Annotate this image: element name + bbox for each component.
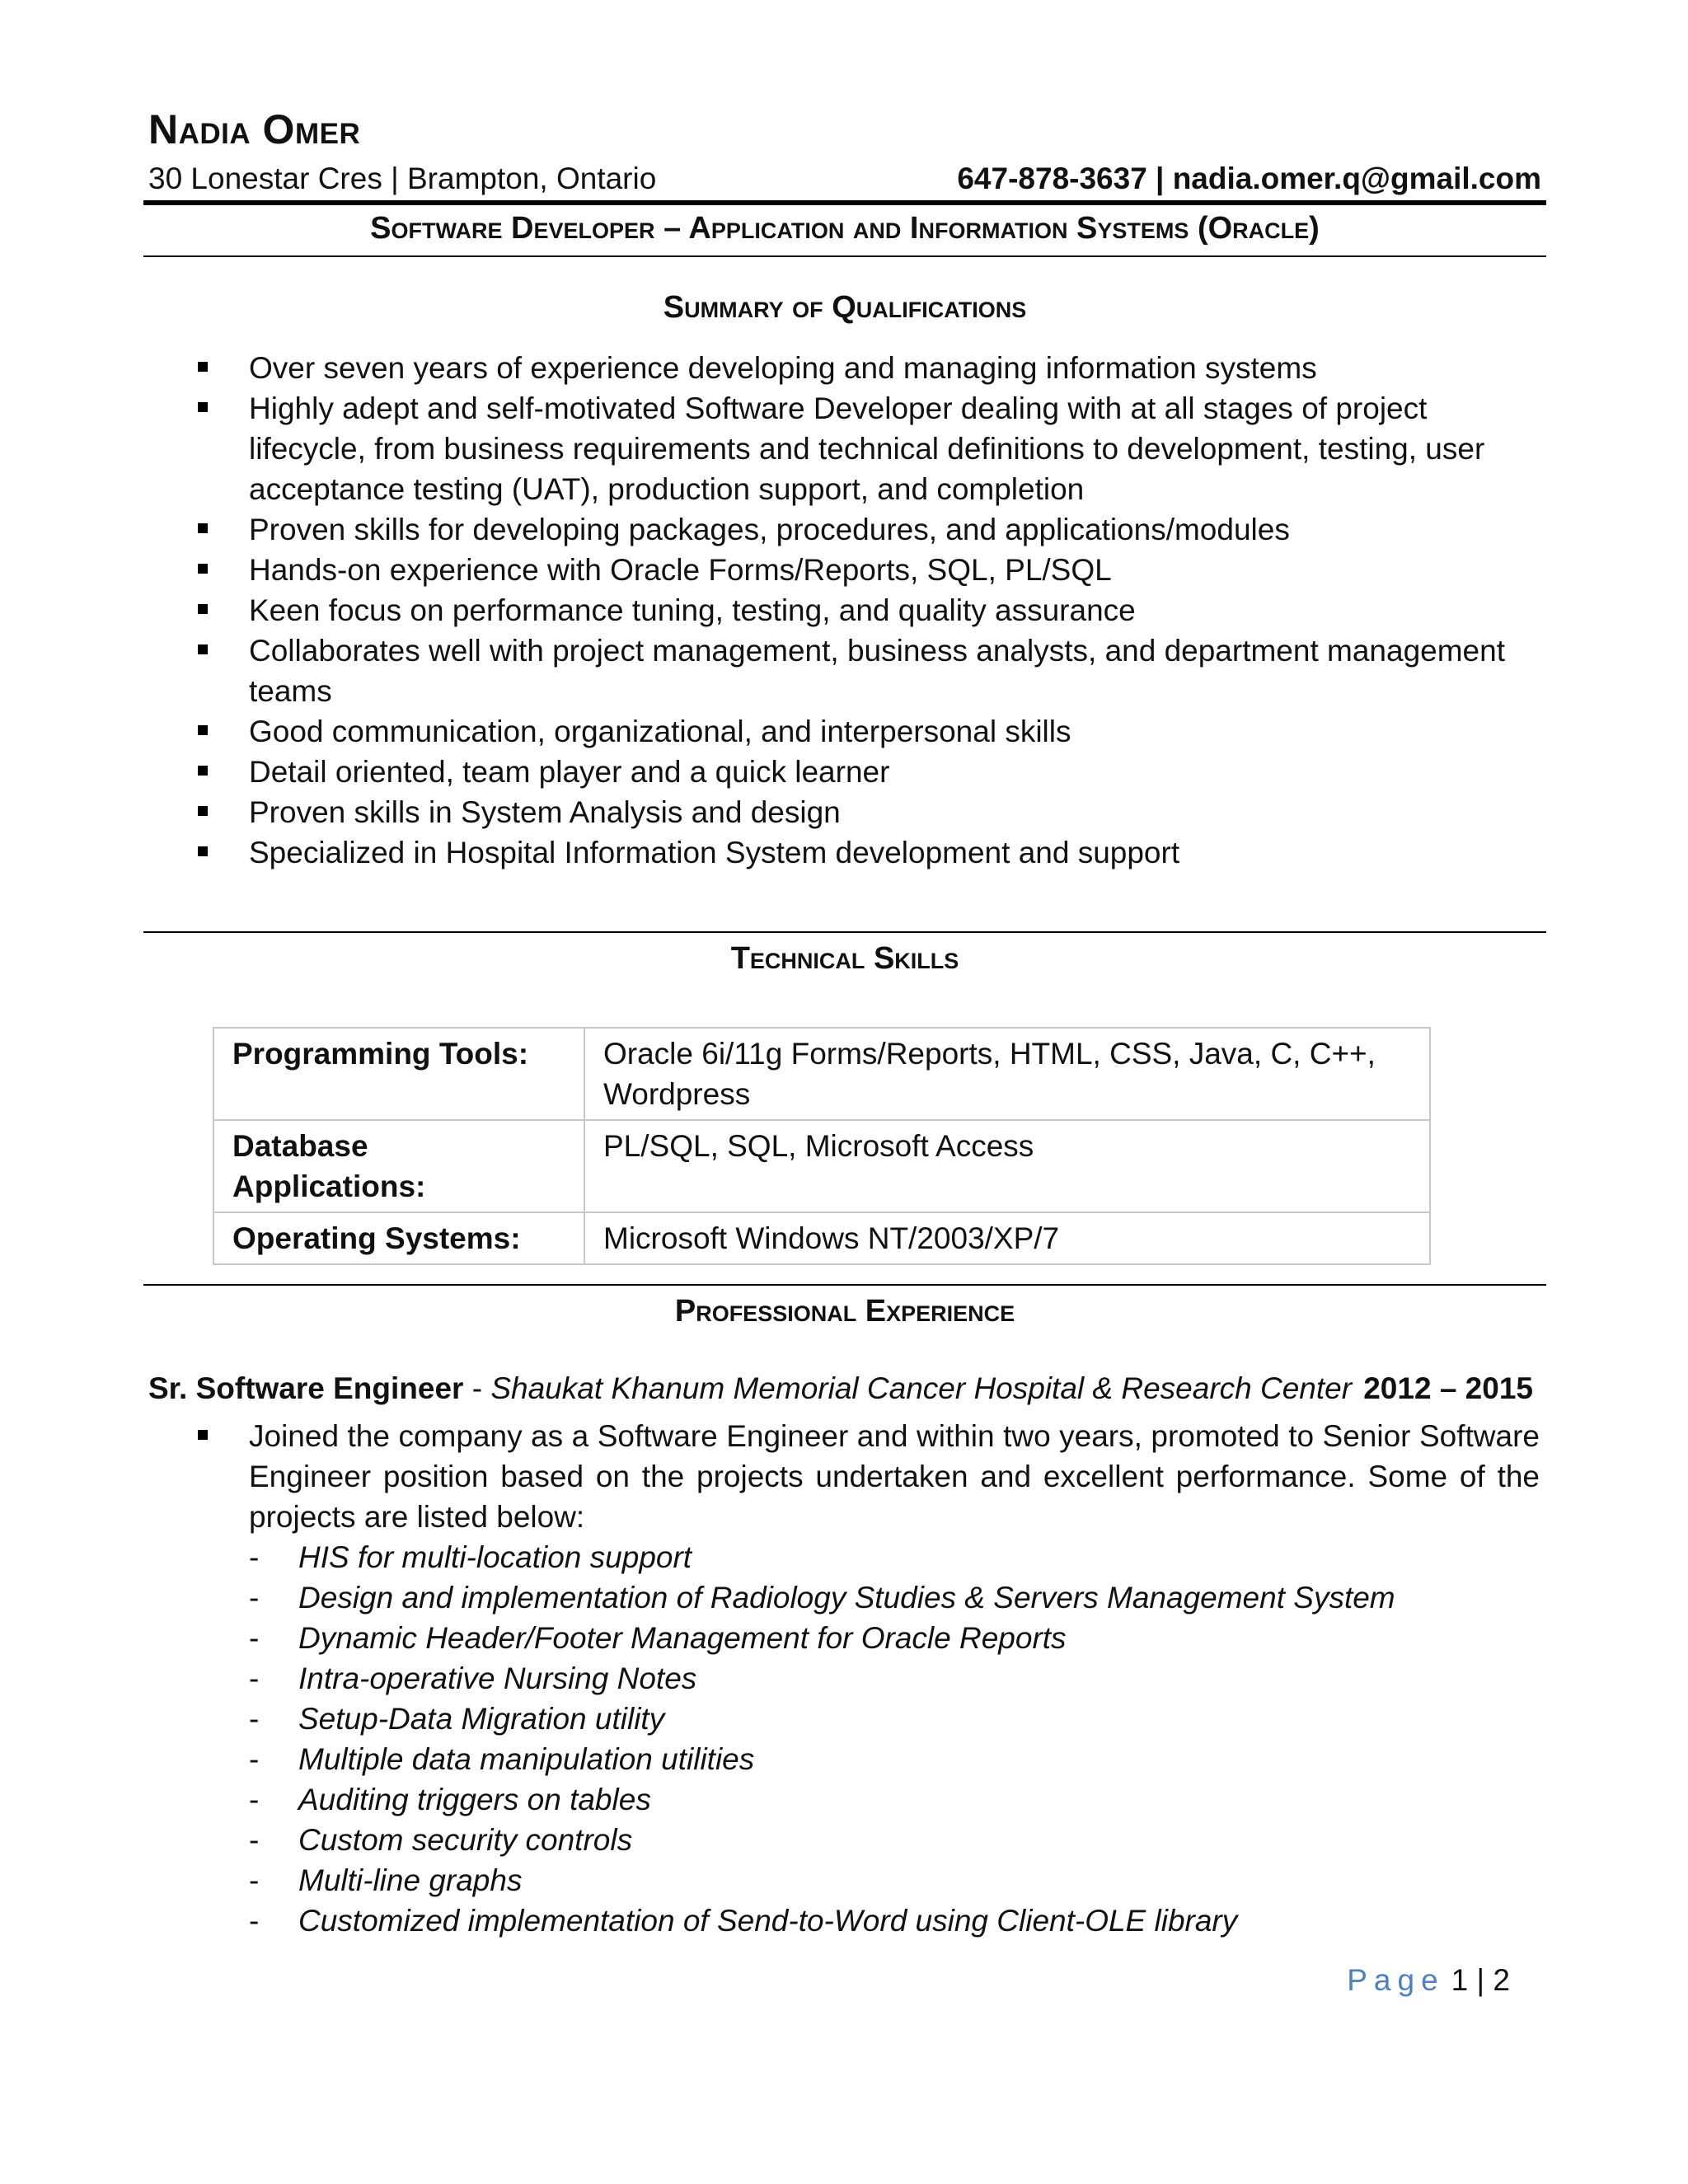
header-rule — [143, 200, 1546, 205]
project-item: - Setup-Data Migration utility — [249, 1699, 1540, 1739]
summary-item: Proven skills for developing packages, procedures, and applications/modules — [198, 509, 1550, 550]
current-page: 1 — [1451, 1963, 1469, 1997]
project-item: - Custom security controls — [249, 1820, 1540, 1860]
skills-row — [213, 1028, 1430, 1120]
project-item: - Dynamic Header/Footer Management for Oracle Reports — [249, 1618, 1540, 1658]
skills-rule — [143, 931, 1546, 933]
project-list — [198, 1537, 1540, 1941]
summary-item: Highly adept and self-motivated Software Developer dealing with at all stages of project lifecycle, from business requirements and technical definitions to development, testing, user acceptance testing (UAT), production support, and completion — [198, 388, 1550, 509]
address: 30 Lonestar Cres | Brampton, Ontario — [148, 162, 657, 195]
summary-list — [198, 348, 1550, 873]
skills-heading: Technical Skills — [730, 941, 959, 976]
summary-item: Specialized in Hospital Information System development and support — [198, 832, 1550, 873]
candidate-name: Nadia Omer — [148, 106, 361, 152]
skills-table — [213, 1027, 1431, 1265]
job-separator: - — [463, 1371, 491, 1405]
page-label: Page — [1347, 1963, 1445, 1997]
project-item: - HIS for multi-location support — [249, 1537, 1540, 1577]
skill-label: Operating Systems: — [213, 1212, 584, 1264]
project-item: - Multiple data manipulation utilities — [249, 1739, 1540, 1779]
skill-label: Database Applications: — [213, 1120, 584, 1212]
project-item: - Customized implementation of Send-to-Word using Client-OLE library — [249, 1900, 1540, 1941]
skill-label: Programming Tools: — [213, 1028, 584, 1120]
job-organization: Shaukat Khanum Memorial Cancer Hospital & Research Center — [490, 1371, 1353, 1405]
summary-item: Over seven years of experience developing and managing information systems — [198, 348, 1550, 388]
summary-item: Keen focus on performance tuning, testing, and quality assurance — [198, 590, 1550, 630]
experience-heading: Professional Experience — [674, 1294, 1015, 1329]
project-item: - Intra-operative Nursing Notes — [249, 1658, 1540, 1699]
summary-item: Detail oriented, team player and a quick learner — [198, 752, 1550, 792]
job-title: Sr. Software Engineer — [148, 1371, 464, 1405]
skills-row — [213, 1212, 1430, 1264]
summary-item: Good communication, organizational, and interpersonal skills — [198, 711, 1550, 752]
summary-heading: Summary of Qualifications — [663, 290, 1027, 325]
job-header — [148, 1371, 1533, 1406]
headline: Software Developer – Application and Information Systems (Oracle) — [370, 211, 1320, 246]
experience-rule — [143, 1284, 1546, 1286]
project-item: - Design and implementation of Radiology Studies & Servers Management System — [249, 1577, 1540, 1618]
skill-value: Microsoft Windows NT/2003/XP/7 — [584, 1212, 1430, 1264]
summary-item: Collaborates well with project management, business analysts, and department management teams — [198, 630, 1550, 711]
project-item: - Multi-line graphs — [249, 1860, 1540, 1900]
summary-item: Proven skills in System Analysis and design — [198, 792, 1550, 832]
summary-item: Hands-on experience with Oracle Forms/Reports, SQL, PL/SQL — [198, 550, 1550, 590]
job-summary: Joined the company as a Software Engineer and within two years, promoted to Senior Software Engineer position based on the projects undertaken and excellent performance. Some of the projects are listed below: — [198, 1416, 1540, 1537]
page-footer: Page 1 | 2 — [1347, 1963, 1510, 1997]
phone-email: 647-878-3637 | nadia.omer.q@gmail.com — [957, 162, 1541, 195]
total-pages: 2 — [1493, 1963, 1510, 1997]
job-details — [198, 1416, 1540, 1941]
skill-value: Oracle 6i/11g Forms/Reports, HTML, CSS, Java, C, C++, Wordpress — [584, 1028, 1430, 1120]
project-item: - Auditing triggers on tables — [249, 1779, 1540, 1820]
headline-rule — [143, 255, 1546, 257]
skill-value: PL/SQL, SQL, Microsoft Access — [584, 1120, 1430, 1212]
skills-row — [213, 1120, 1430, 1212]
job-dates: 2012 – 2015 — [1363, 1371, 1533, 1405]
